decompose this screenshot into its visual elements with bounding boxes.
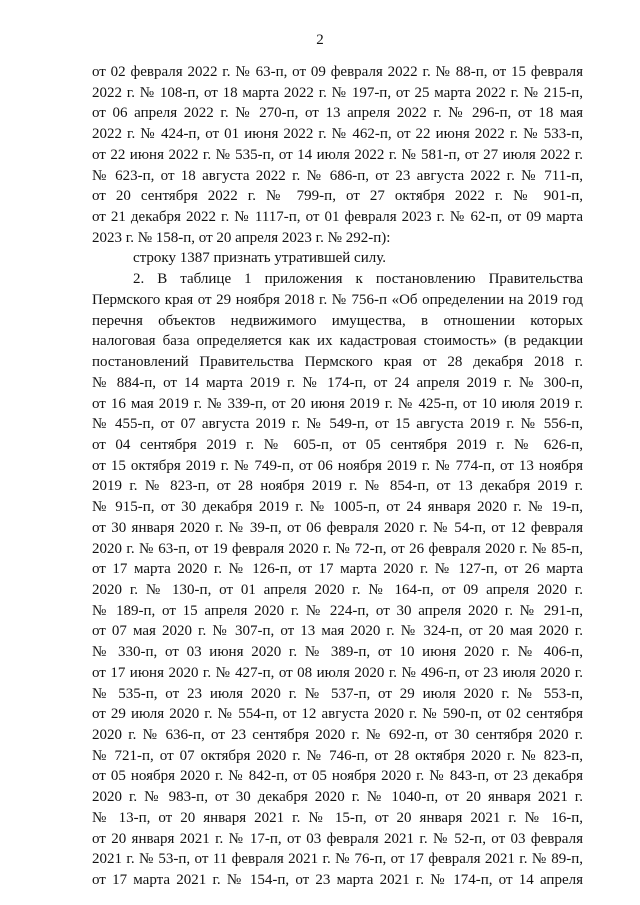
text-line: строку 1387 признать утратившей силу. — [133, 250, 386, 267]
text-line: от 04 сентября 2019 г. № 605-п, от 05 сентября 2019 г. № 626-п, — [92, 436, 583, 453]
text-line: 2023 г. № 158-п, от 20 апреля 2023 г. № 292-п): — [92, 229, 391, 246]
text-line: № 535-п, от 23 июля 2020 г. № 537-п, от 29 июля 2020 г. № 553-п, — [92, 685, 583, 702]
text-line: от 22 июня 2022 г. № 535-п, от 14 июля 2022 г. № 581-п, от 27 июля 2022 г. — [92, 146, 583, 163]
text-line: № 330-п, от 03 июня 2020 г. № 389-п, от 10 июня 2020 г. № 406-п, — [92, 644, 583, 661]
text-line: от 20 сентября 2022 г. № 799-п, от 27 октября 2022 г. № 901-п, — [92, 188, 583, 205]
text-line: от 17 июня 2020 г. № 427-п, от 08 июля 2020 г. № 496-п, от 23 июля 2020 г. — [92, 664, 583, 681]
text-line: Пермского края от 29 ноября 2018 г. № 756-п «Об определении на 2019 год — [92, 291, 583, 308]
text-line: от 30 января 2020 г. № 39-п, от 06 февраля 2020 г. № 54-п, от 12 февраля — [92, 519, 583, 536]
text-line: № 721-п, от 07 октября 2020 г. № 746-п, от 28 октября 2020 г. № 823-п, — [92, 747, 583, 764]
text-line: № 884-п, от 14 марта 2019 г. № 174-п, от 24 апреля 2019 г. № 300-п, — [92, 374, 583, 391]
text-line: 2019 г. № 823-п, от 28 ноября 2019 г. № 854-п, от 13 декабря 2019 г. — [92, 478, 583, 495]
text-line: от 29 июля 2020 г. № 554-п, от 12 августа 2020 г. № 590-п, от 02 сентября — [92, 706, 583, 723]
text-line: от 17 марта 2020 г. № 126-п, от 17 марта 2020 г. № 127-п, от 26 марта — [92, 561, 583, 578]
text-line: № 455-п, от 07 августа 2019 г. № 549-п, от 15 августа 2019 г. № 556-п, — [92, 416, 583, 433]
text-line: № 915-п, от 30 декабря 2019 г. № 1005-п, от 24 января 2020 г. № 19-п, — [92, 499, 583, 516]
text-line: от 06 апреля 2022 г. № 270-п, от 13 апреля 2022 г. № 296-п, от 18 мая — [92, 105, 583, 122]
text-line: № 13-п, от 20 января 2021 г. № 15-п, от 20 января 2021 г. № 16-п, — [92, 809, 583, 826]
text-line: № 189-п, от 15 апреля 2020 г. № 224-п, от 30 апреля 2020 г. № 291-п, — [92, 602, 583, 619]
text-line: от 02 февраля 2022 г. № 63-п, от 09 февраля 2022 г. № 88-п, от 15 февраля — [92, 64, 583, 80]
text-line: 2022 г. № 424-п, от 01 июня 2022 г. № 462-п, от 22 июня 2022 г. № 533-п, — [92, 126, 583, 143]
text-line: от 16 мая 2019 г. № 339-п, от 20 июня 2019 г. № 425-п, от 10 июля 2019 г. — [92, 395, 583, 412]
text-line: постановлений Правительства Пермского края от 28 декабря 2018 г. — [92, 354, 583, 371]
text-line: 2020 г. № 130-п, от 01 апреля 2020 г. № 164-п, от 09 апреля 2020 г. — [92, 581, 583, 598]
text-line: 2020 г. № 636-п, от 23 сентября 2020 г. № 692-п, от 30 сентября 2020 г. — [92, 727, 583, 743]
text-line: № 623-п, от 18 августа 2022 г. № 686-п, от 23 августа 2022 г. № 711-п, — [92, 167, 583, 184]
text-line: перечня объектов недвижимого имущества, в отношении которых — [92, 312, 583, 329]
text-line: от 17 марта 2021 г. № 154-п, от 23 марта 2021 г. № 174-п, от 14 апреля — [92, 872, 583, 889]
text-line: от 15 октября 2019 г. № 749-п, от 06 ноября 2019 г. № 774-п, от 13 ноября — [92, 457, 583, 474]
text-line: 2020 г. № 63-п, от 19 февраля 2020 г. № 72-п, от 26 февраля 2020 г. № 85-п, — [92, 540, 583, 557]
text-line: от 20 января 2021 г. № 17-п, от 03 февраля 2021 г. № 52-п, от 03 февраля — [92, 830, 583, 847]
document-body — [92, 62, 583, 891]
text-line: 2022 г. № 108-п, от 18 марта 2022 г. № 197-п, от 25 марта 2022 г. № 215-п, — [92, 84, 583, 101]
text-line: от 21 декабря 2022 г. № 1117-п, от 01 февраля 2023 г. № 62-п, от 09 марта — [92, 209, 583, 226]
text-line: от 07 мая 2020 г. № 307-п, от 13 мая 2020 г. № 324-п, от 20 мая 2020 г. — [92, 623, 583, 640]
text-line: от 05 ноября 2020 г. № 842-п, от 05 ноября 2020 г. № 843-п, от 23 декабря — [92, 768, 583, 785]
text-line: налоговая база определяется как их кадастровая стоимость» (в редакции — [92, 333, 583, 350]
text-line: 2. В таблице 1 приложения к постановлению Правительства — [133, 271, 583, 288]
page-number: 2 — [316, 32, 324, 48]
text-line: 2020 г. № 983-п, от 30 декабря 2020 г. № 1040-п, от 20 января 2021 г. — [92, 789, 583, 806]
text-line: 2021 г. № 53-п, от 11 февраля 2021 г. № 76-п, от 17 февраля 2021 г. № 89-п, — [92, 851, 583, 868]
